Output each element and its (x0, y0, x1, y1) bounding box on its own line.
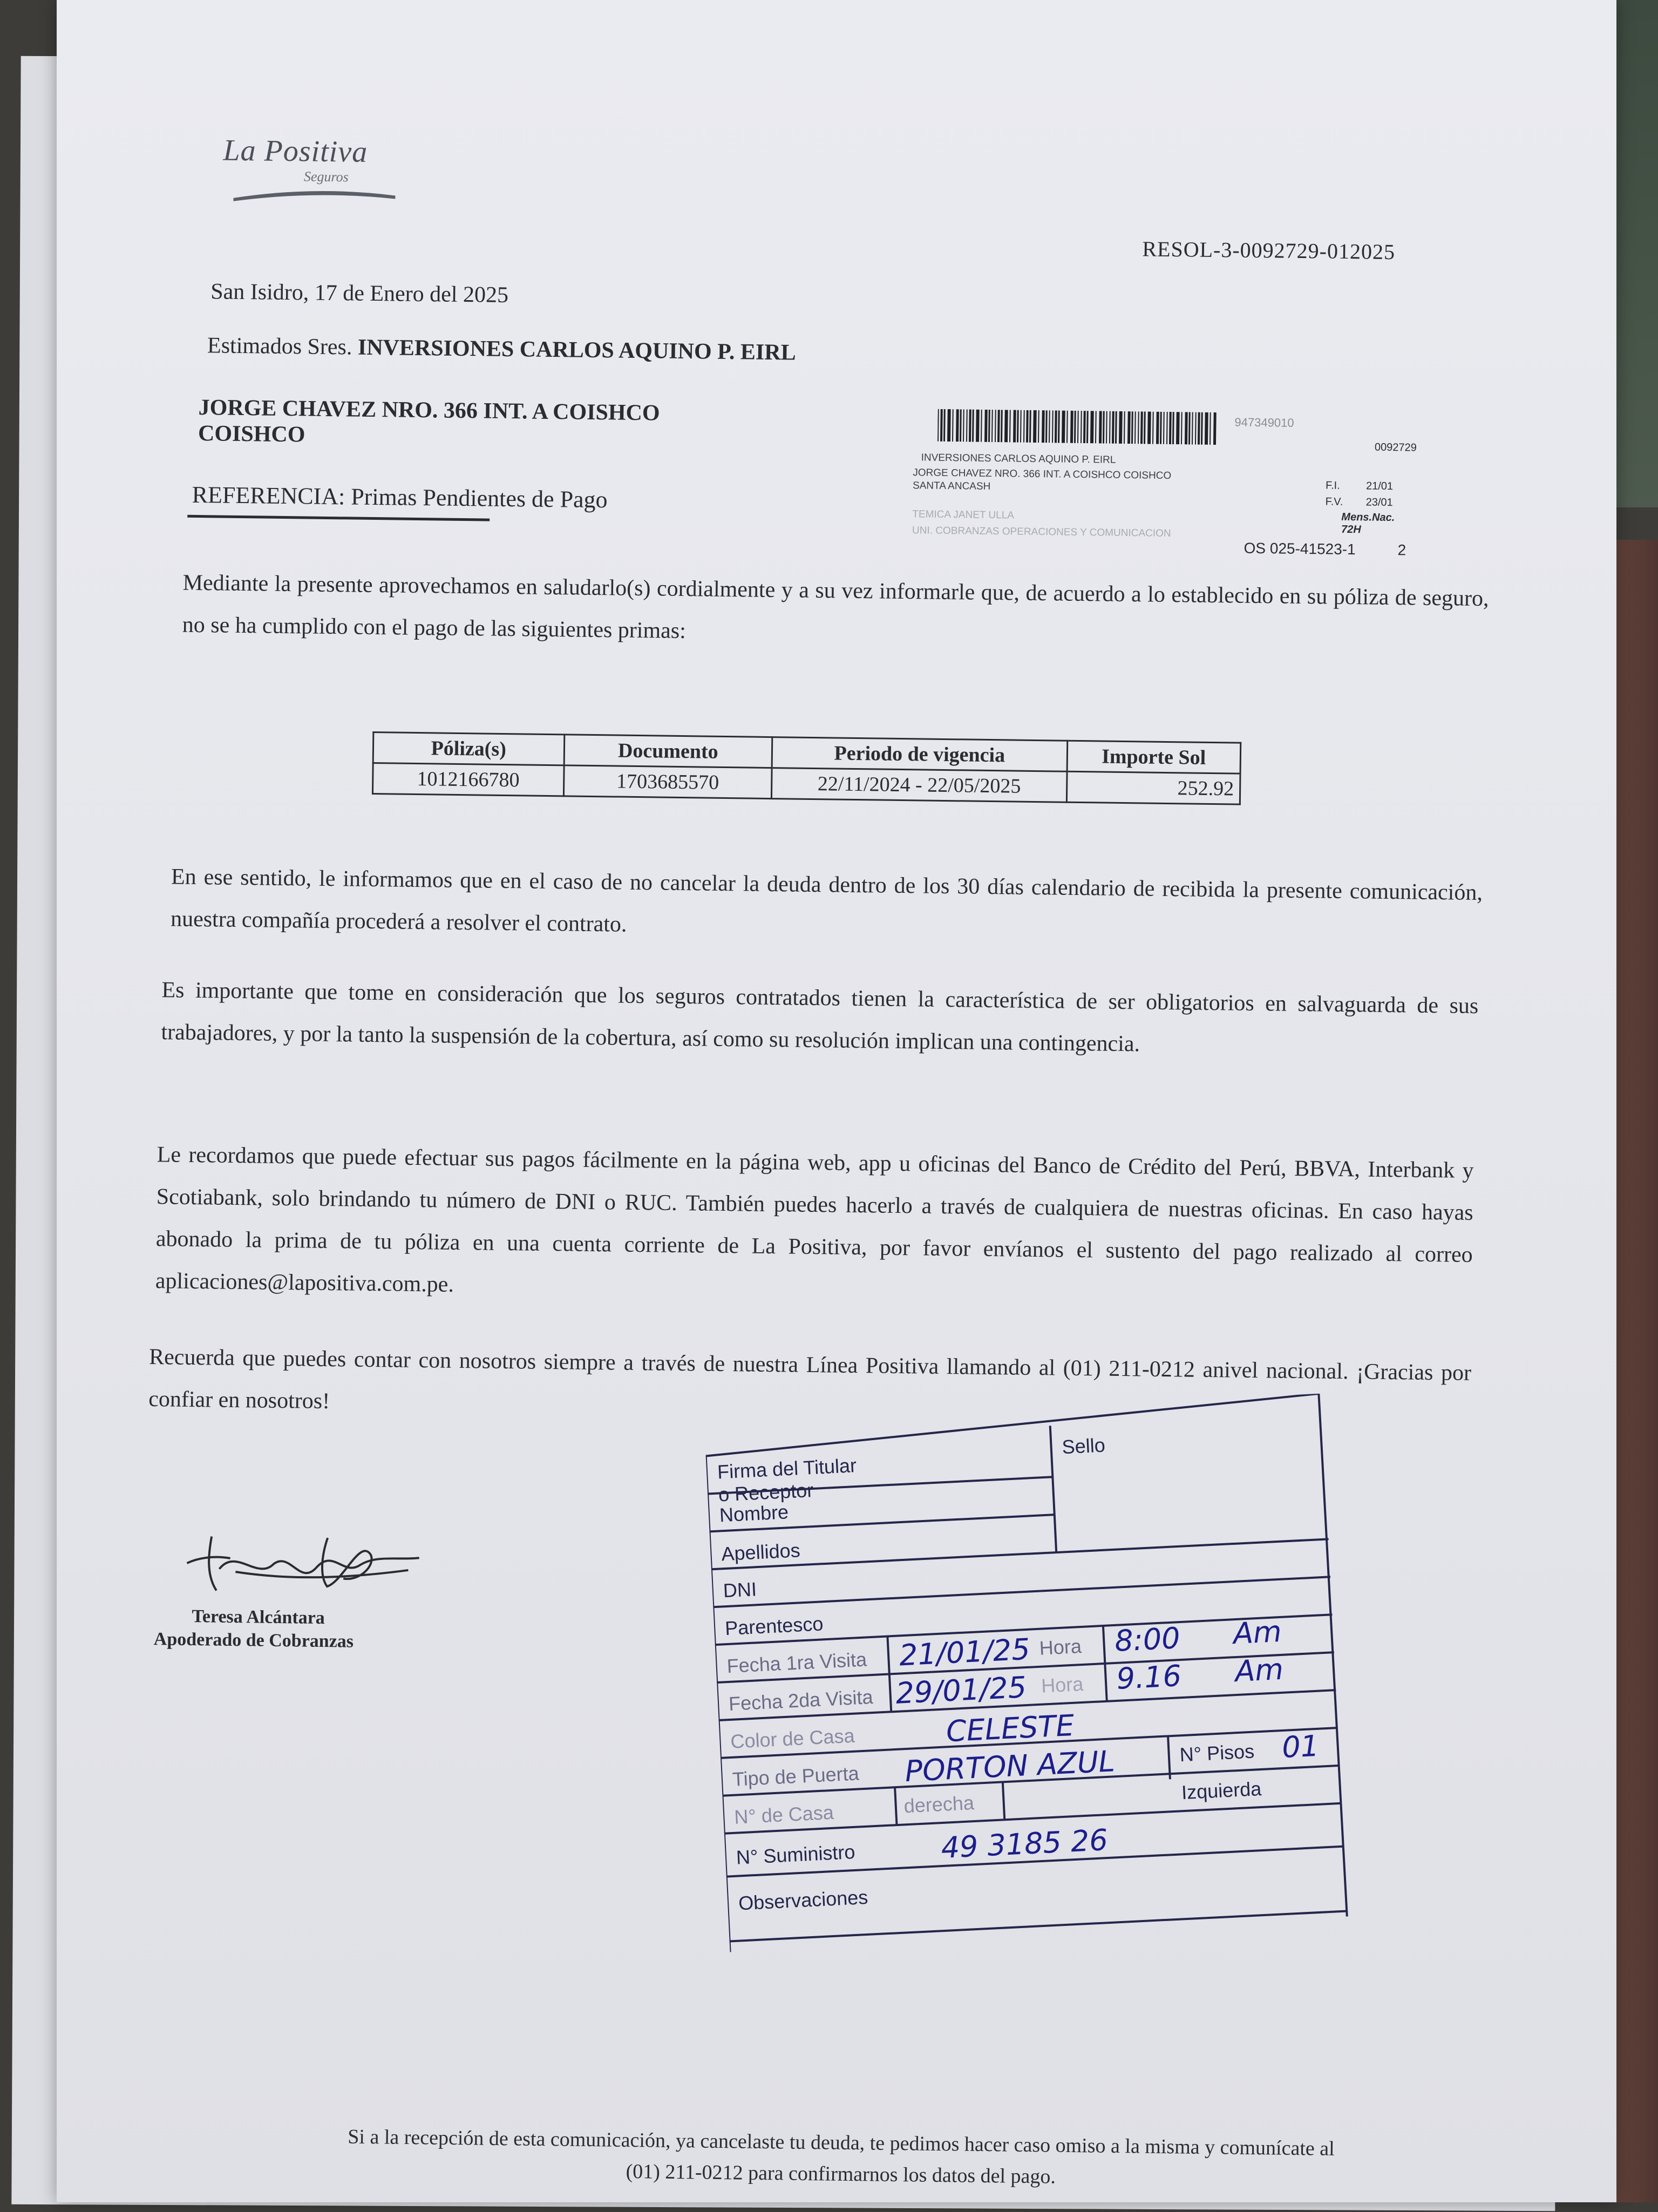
addressee-line (207, 333, 796, 365)
premiums-table (372, 731, 1241, 805)
signer-name: Teresa Alcántara (192, 1606, 325, 1629)
label-code: 0092729 (1374, 441, 1417, 454)
stamp-hora1-label: Hora (1038, 1634, 1082, 1659)
stamp-dni-label: DNI (722, 1578, 757, 1602)
table-header: Documento (564, 735, 772, 768)
paragraph-2: En ese sentido, le informamos que en el caso de no cancelar la deuda dentro de los 30 días calendario de recibida la presente comunicación, nuestra compañía procederá a resolver el contrato. (170, 864, 1483, 937)
table-header: Importe Sol (1067, 741, 1241, 773)
date-line: San Isidro, 17 de Enero del 2025 (210, 279, 509, 308)
stamp-sello-label: Sello (1061, 1434, 1106, 1458)
handwritten-fecha2: 29/01/25 (895, 1670, 1028, 1711)
label-fi-value: 21/01 (1365, 480, 1394, 493)
mailing-label (866, 408, 1418, 566)
stamp-pisos-label: N° Pisos (1179, 1740, 1255, 1766)
stamp-fecha1-label: Fecha 1ra Visita (726, 1648, 867, 1678)
stamp-color-label: Color de Casa (730, 1724, 855, 1753)
handwritten-pisos: 01 (1281, 1728, 1320, 1765)
resolution-code: RESOL-3-0092729-012025 (1142, 236, 1396, 264)
paragraph-5: Recuerda que puedes contar con nosotros siempre a través de nuestra Línea Positiva llamando al (01) 211-0212 anivel nacional. ¡Gracias por confiar en nosotros! (148, 1345, 1472, 1414)
stamp-nombre-label: Nombre (719, 1501, 789, 1526)
barcode-number: 947349010 (1234, 415, 1294, 430)
stamp-puerta-label: Tipo de Puerta (731, 1762, 860, 1790)
label-faint-1: TEMICA JANET ULLA (912, 508, 1015, 521)
handwritten-am1: Am (1232, 1614, 1282, 1651)
label-delivery: Mens.Nac. 72H (1341, 511, 1395, 536)
stamp-suministro-label: N° Suministro (736, 1840, 856, 1869)
stamp-izquierda-label: Izquierda (1181, 1777, 1262, 1804)
company-name: INVERSIONES CARLOS AQUINO P. EIRL (357, 335, 796, 365)
greeting: Estimados Sres. (207, 333, 352, 360)
label-fv: F.V. (1325, 496, 1343, 508)
address-block (198, 395, 660, 452)
handwritten-fecha1: 21/01/25 (898, 1632, 1031, 1673)
footer-line-1: Si a la recepción de esta comunicación, ya cancelaste tu deuda, te pedimos hacer caso omiso a la misma y comunícate al (348, 2125, 1335, 2160)
company-logo (222, 133, 402, 216)
logo-brand-text: La Positiva (223, 133, 368, 169)
label-os-number: OS 025-41523-1 (1244, 539, 1356, 558)
address-line-1: JORGE CHAVEZ NRO. 366 INT. A COISHCO (198, 395, 660, 426)
barcode-icon (937, 409, 1219, 445)
reference-line: REFERENCIA: Primas Pendientes de Pago (192, 481, 608, 513)
footer-note (220, 2120, 1462, 2197)
stamp-derecha-label: derecha (903, 1792, 975, 1817)
table-cell-document: 1703685570 (563, 765, 772, 799)
handwritten-am2: Am (1234, 1652, 1285, 1689)
paragraph-intro: Mediante la presente aprovechamos en saludarlo(s) cordialmente y a su vez informarle que, de acuerdo a lo establecido en su póliza de seguro, no se ha cumplido con el pago de las siguientes primas: (182, 570, 1489, 644)
table-cell-period: 22/11/2024 - 22/05/2025 (772, 768, 1067, 803)
handwritten-suministro: 49 3185 26 (940, 1823, 1109, 1865)
stamp-observaciones-label: Observaciones (738, 1885, 869, 1915)
handwritten-signature (165, 1503, 436, 1609)
handwritten-color: CELESTE (945, 1708, 1075, 1749)
stamp-apellidos-label: Apellidos (721, 1539, 801, 1565)
logo-swoosh-icon (233, 187, 395, 206)
handwritten-hora1: 8:00 (1113, 1621, 1181, 1658)
stamp-firma-label: Firma del Titular (717, 1454, 857, 1483)
table-cell-policy: 1012166780 (372, 763, 563, 796)
stamp-ncasa-label: N° de Casa (733, 1801, 834, 1828)
table-header: Póliza(s) (373, 732, 564, 765)
label-address-2: SANTA ANCASH (912, 480, 991, 492)
handwritten-hora2: 9.16 (1116, 1659, 1183, 1696)
stamp-fecha2-label: Fecha 2da Visita (728, 1685, 874, 1715)
label-os-count: 2 (1397, 541, 1406, 559)
table-header: Periodo de vigencia (772, 737, 1067, 772)
letter-content (42, 0, 1628, 2212)
stamp-receptor-label: o Receptor (718, 1478, 814, 1506)
signer-role: Apoderado de Cobranzas (153, 1629, 354, 1652)
stamp-hora2-label: Hora (1041, 1672, 1084, 1697)
label-address-1: JORGE CHAVEZ NRO. 366 INT. A COISHCO COISHCO (913, 467, 1172, 482)
handwritten-puerta: PORTON AZUL (904, 1744, 1116, 1789)
label-fv-value: 23/01 (1365, 496, 1393, 509)
paragraph-3: Es importante que tome en consideración que los seguros contratados tienen la característica de ser obligatorios en salvaguarda de sus trabajadores, y por la tanto la suspensión de la cobertura, así como su resolución implican una contingencia. (161, 978, 1479, 1057)
reference-underline (187, 515, 490, 521)
stamp-parentesco-label: Parentesco (724, 1612, 824, 1640)
table-cell-amount: 252.92 (1066, 771, 1240, 804)
logo-sub-text: Seguros (303, 168, 349, 185)
footer-line-2: (01) 211-0212 para confirmarnos los datos del pago. (626, 2160, 1056, 2188)
paragraph-4: Le recordamos que puede efectuar sus pagos fácilmente en la página web, app u oficinas del Banco de Crédito del Perú, BBVA, Interbank y Scotiabank, solo brindando tu número de DNI o RUC. También puedes hacerlo a través de cualquiera de nuestras oficinas. En caso hayas abonado la prima de tu póliza en una cuenta corriente de La Positiva, por favor envíanos el sustento del pago realizado al correo aplicaciones@lapositiva.com.pe. (155, 1142, 1474, 1297)
letter-sheet (57, 0, 1616, 2202)
label-name: INVERSIONES CARLOS AQUINO P. EIRL (921, 452, 1116, 466)
address-line-2: COISHCO (198, 421, 305, 447)
delivery-stamp (704, 1392, 1377, 1952)
label-faint-2: UNI. COBRANZAS OPERACIONES Y COMUNICACION (912, 525, 1171, 540)
label-fi: F.I. (1325, 479, 1340, 492)
